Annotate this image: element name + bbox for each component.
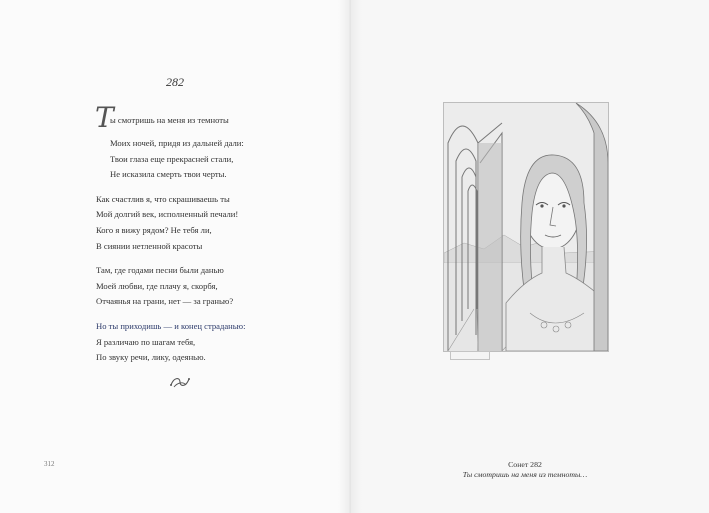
sonnet-number: 282 [166,75,184,89]
poem-line: В сиянии нетленной красоты [96,240,203,251]
page-number: 312 [44,460,55,468]
drop-cap: Т [95,101,114,134]
poem [95,101,336,366]
fleuron-ornament-icon [168,374,192,390]
poem-line: По звуку речи, лику, одеянью. [96,352,206,363]
poem-line: Не исказила смерть твои черты. [110,169,227,180]
poem-line: Твои глаза еще прекрасней стали, [110,153,234,164]
caption-subtitle: Ты смотришь на меня из темноты… [462,470,588,479]
artist-signature [450,351,490,360]
caption-title: Сонет 282 [508,460,542,469]
illustration [443,102,609,352]
stanza-break [96,310,336,319]
poem-line: Мой долгий век, исполненный печали! [96,209,239,220]
poem-line: Моей любви, где плачу я, скорбя, [96,280,218,291]
poem-line: Моих ночей, придя из дальней дали: [110,138,244,148]
poem-line: Но ты приходишь — и конец страданью: [96,320,246,331]
poem-line [95,101,336,136]
illustration-caption [443,460,607,480]
poem-first-line-text: ы смотришь на меня из темноты [110,115,229,125]
illustration-drawing [444,103,608,351]
poem-line: Я различаю по шагам тебя, [96,336,196,347]
poem-line: Отчаянья на грани, нет — за гранью? [96,296,234,307]
poem-line: Там, где годами песни были данью [96,265,224,276]
stanza-break [96,254,336,263]
poem-line: Кого я вижу рядом? Не тебя ли, [96,224,212,235]
stanza-break [96,183,336,192]
poem-line: Как счастлив я, что скрашиваешь ты [96,193,230,204]
